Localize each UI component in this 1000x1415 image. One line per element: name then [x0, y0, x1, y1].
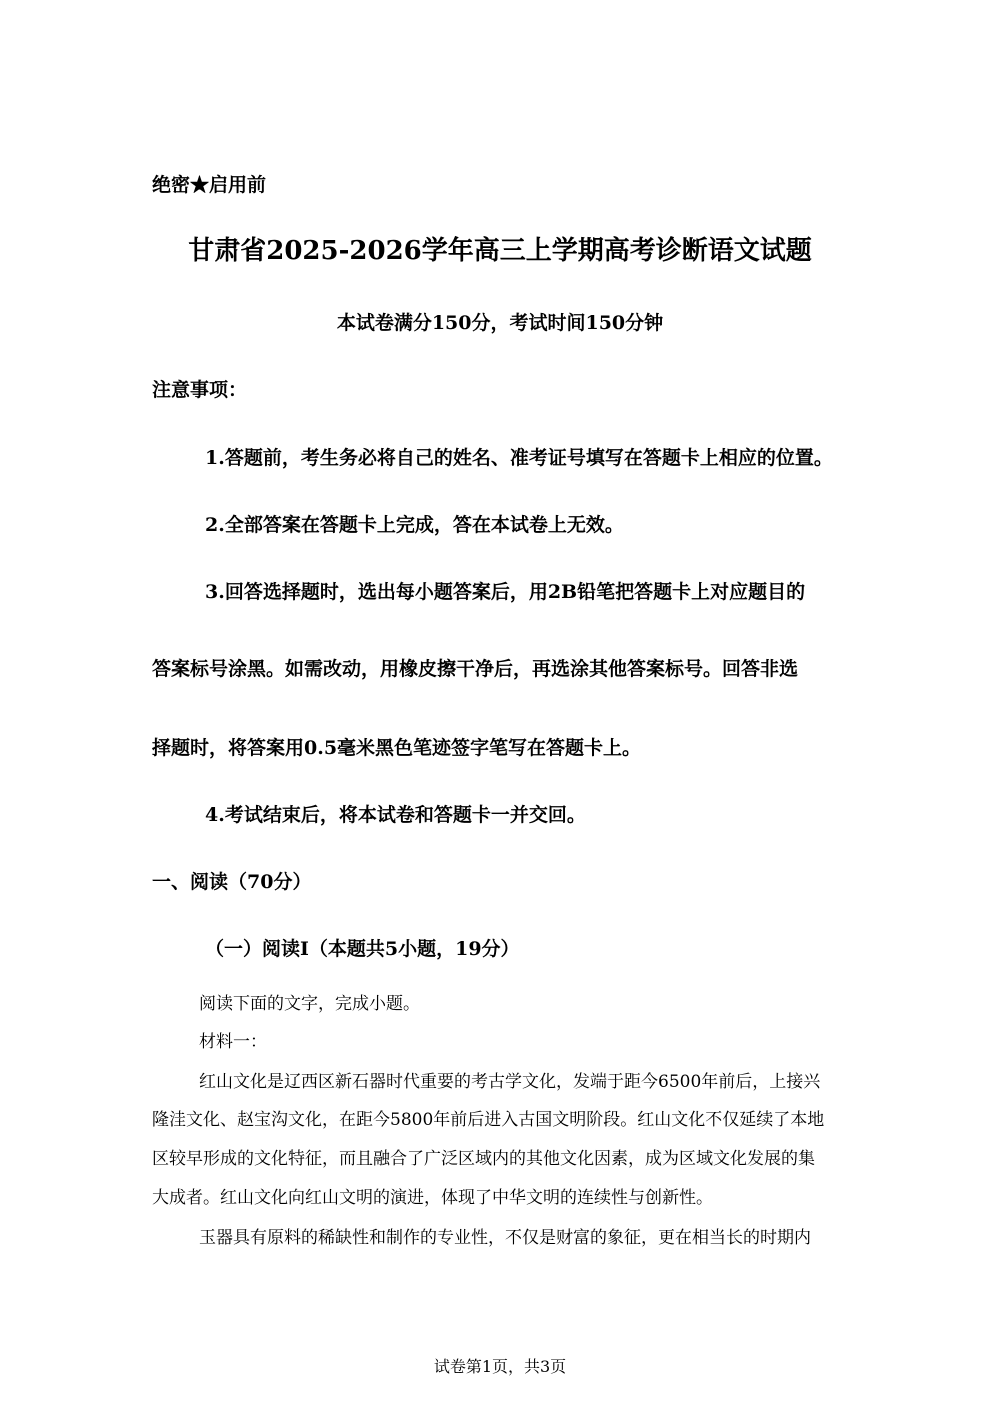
- notice-item-2: 2.全部答案在答题卡上完成，答在本试卷上无效。: [205, 514, 624, 536]
- paragraph-line: 区较早形成的文化特征，而且融合了广泛区域内的其他文化因素，成为区域文化发展的集: [152, 1149, 815, 1169]
- paragraph-line: 玉器具有原料的稀缺性和制作的专业性，不仅是财富的象征，更在相当长的时期内: [199, 1228, 811, 1248]
- exam-title: 甘肃省2025-2026学年高三上学期高考诊断语文试题: [188, 236, 812, 266]
- paragraph-line: 大成者。红山文化向红山文明的演进，体现了中华文明的连续性与创新性。: [152, 1188, 713, 1208]
- secrecy-label: 绝密★启用前: [152, 174, 267, 196]
- notice-heading: 注意事项：: [152, 379, 248, 401]
- section-heading: 一、阅读（70分）: [152, 871, 312, 893]
- page-footer: 试卷第1页，共3页: [433, 1357, 567, 1376]
- exam-subtitle: 本试卷满分150分，考试时间150分钟: [336, 312, 664, 334]
- notice-item-3-line-1: 3.回答选择题时，选出每小题答案后，用2B铅笔把答题卡上对应题目的: [205, 581, 806, 603]
- notice-item-1: 1.答题前，考生务必将自己的姓名、准考证号填写在答题卡上相应的位置。: [205, 447, 833, 469]
- paragraph-line: 红山文化是辽西区新石器时代重要的考古学文化，发端于距今6500年前后，上接兴: [199, 1072, 821, 1092]
- notice-item-4: 4.考试结束后，将本试卷和答题卡一并交回。: [205, 804, 586, 826]
- subsection-heading: （一）阅读Ⅰ（本题共5小题，19分）: [205, 938, 520, 960]
- notice-item-3-line-3: 择题时，将答案用0.5毫米黑色笔迹签字笔写在答题卡上。: [152, 737, 642, 759]
- material-label: 材料一：: [199, 1032, 267, 1052]
- reading-instruction: 阅读下面的文字，完成小题。: [199, 994, 420, 1014]
- notice-item-3-line-2: 答案标号涂黑。如需改动，用橡皮擦干净后，再选涂其他答案标号。回答非选: [152, 658, 799, 680]
- paragraph-line: 隆洼文化、赵宝沟文化，在距今5800年前后进入古国文明阶段。红山文化不仅延续了本地: [152, 1110, 825, 1130]
